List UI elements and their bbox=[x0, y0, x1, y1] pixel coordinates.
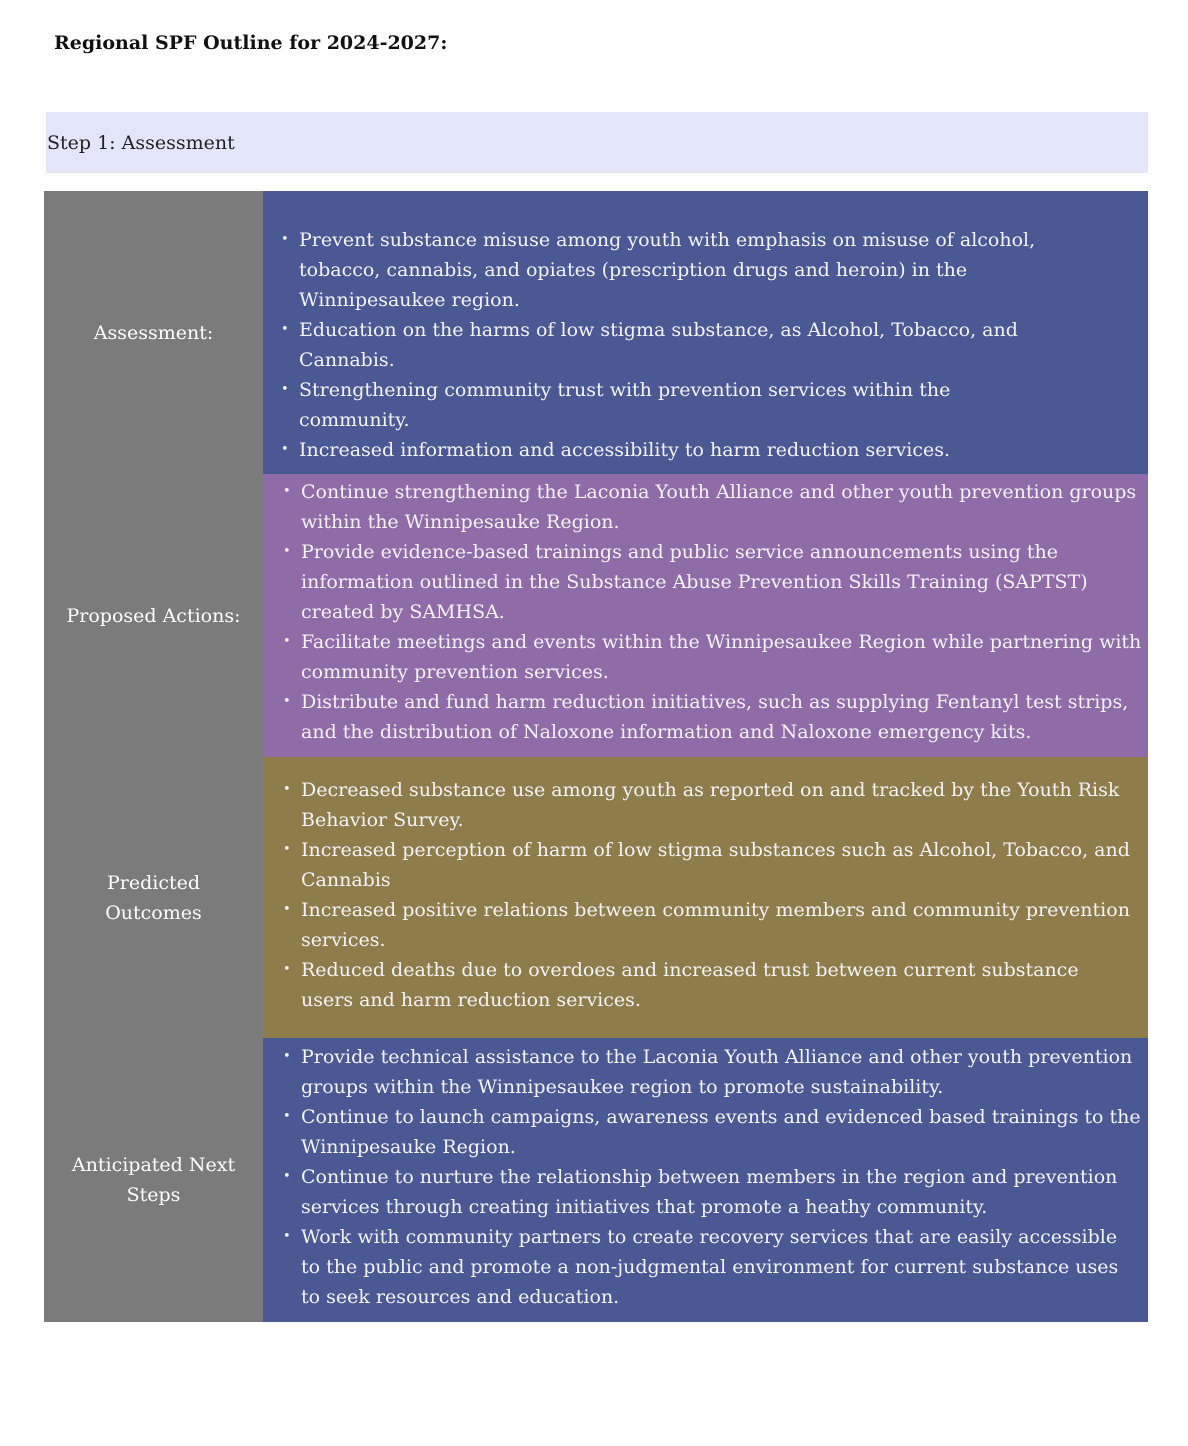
list-item: • Continue strengthening the Laconia Youth Alliance and other youth prevention groups within the Winnipesauke Region. bbox=[277, 477, 1142, 537]
row-label-proposed-actions: Proposed Actions: bbox=[44, 474, 263, 757]
step-header bbox=[46, 112, 1148, 173]
document-title: Regional SPF Outline for 2024-2027: bbox=[54, 32, 448, 54]
table-row-anticipated-next-steps bbox=[44, 1038, 1148, 1322]
row-label-anticipated-next-steps: Anticipated Next Steps bbox=[44, 1038, 263, 1322]
list-item: • Provide technical assistance to the Laconia Youth Alliance and other youth prevention groups within the Winnipesaukee region to promote sustainability. bbox=[277, 1042, 1142, 1102]
table-row-proposed-actions bbox=[44, 474, 1148, 757]
list-item: • Increased positive relations between community members and community prevention services. bbox=[277, 895, 1142, 955]
list-item: • Decreased substance use among youth as reported on and tracked by the Youth Risk Behavior Survey. bbox=[277, 775, 1142, 835]
row-content-assessment bbox=[263, 191, 1148, 474]
table-row-predicted-outcomes bbox=[44, 757, 1148, 1038]
list-item: • Increased perception of harm of low stigma substances such as Alcohol, Tobacco, and Cannabis bbox=[277, 835, 1142, 895]
row-content-anticipated-next-steps bbox=[263, 1038, 1148, 1322]
list-item: • Provide evidence-based trainings and public service announcements using the information outlined in the Substance Abuse Prevention Skills Training (SAPTST) created by SAMHSA. bbox=[277, 537, 1142, 627]
spf-outline-table bbox=[44, 191, 1148, 1322]
list-item: • Strengthening community trust with prevention services within the community. bbox=[275, 375, 1142, 435]
row-content-predicted-outcomes bbox=[263, 757, 1148, 1038]
list-item: • Continue to nurture the relationship between members in the region and prevention services through creating initiatives that promote a heathy community. bbox=[277, 1162, 1142, 1222]
list-item: • Work with community partners to create recovery services that are easily accessible to the public and promote a non-judgmental environment for current substance uses to seek resources and education. bbox=[277, 1222, 1142, 1312]
row-label-predicted-outcomes: Predicted Outcomes bbox=[44, 757, 263, 1038]
row-label-assessment: Assessment: bbox=[44, 191, 263, 474]
list-item: • Distribute and fund harm reduction initiatives, such as supplying Fentanyl test strips, and the distribution of Naloxone information and Naloxone emergency kits. bbox=[277, 687, 1142, 747]
list-item: • Reduced deaths due to overdoes and increased trust between current substance users and harm reduction services. bbox=[277, 955, 1142, 1015]
list-item: • Increased information and accessibility to harm reduction services. bbox=[275, 435, 1142, 465]
list-item: • Education on the harms of low stigma substance, as Alcohol, Tobacco, and Cannabis. bbox=[275, 315, 1142, 375]
list-item: • Prevent substance misuse among youth with emphasis on misuse of alcohol, tobacco, cannabis, and opiates (prescription drugs and heroin) in the Winnipesaukee region. bbox=[275, 225, 1142, 315]
table-row-assessment bbox=[44, 191, 1148, 474]
step-label: Step 1: Assessment bbox=[47, 131, 235, 154]
row-content-proposed-actions bbox=[263, 474, 1148, 757]
list-item: • Facilitate meetings and events within the Winnipesaukee Region while partnering with community prevention services. bbox=[277, 627, 1142, 687]
list-item: • Continue to launch campaigns, awareness events and evidenced based trainings to the Winnipesauke Region. bbox=[277, 1102, 1142, 1162]
